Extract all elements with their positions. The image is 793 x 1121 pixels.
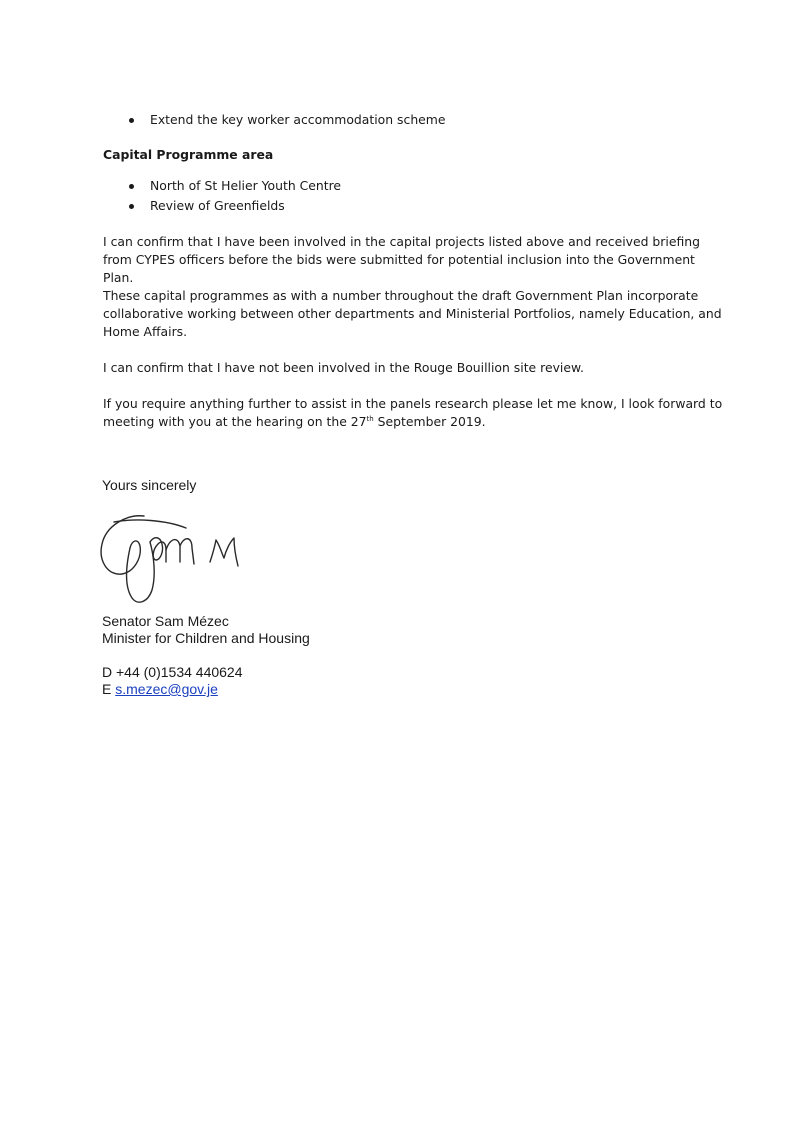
ordinal-suffix: th bbox=[366, 414, 374, 423]
handwritten-signature-icon bbox=[96, 506, 266, 606]
phone-number: +44 (0)1534 440624 bbox=[116, 664, 243, 680]
email-prefix: E bbox=[102, 681, 116, 697]
list-item: Extend the key worker accommodation scheme bbox=[103, 111, 723, 129]
hearing-text: If you require anything further to assist in the panels research please let me know, I look forward to meeting with you at the hearing on the 27 bbox=[103, 396, 723, 429]
contact-phone bbox=[102, 664, 243, 681]
paragraph-capital-projects: I can confirm that I have been involved in the capital projects listed above and received briefing from CYPES officers before the bids were submitted for potential inclusion into the Government Plan. bbox=[103, 234, 700, 285]
paragraph-hearing bbox=[103, 395, 723, 431]
closing-salutation: Yours sincerely bbox=[102, 477, 197, 493]
hearing-date-text: September 2019. bbox=[373, 414, 486, 429]
section-heading: Capital Programme area bbox=[103, 147, 274, 162]
signatory-name: Senator Sam Mézec bbox=[102, 613, 229, 629]
bullet-list-top bbox=[103, 111, 723, 129]
list-item: Review of Greenfields bbox=[103, 197, 723, 215]
bullet-list-capital bbox=[103, 177, 723, 215]
paragraph-site-review: I can confirm that I have not been involved in the Rouge Bouillion site review. bbox=[103, 360, 584, 375]
paragraph-collaboration: These capital programmes as with a number throughout the draft Government Plan incorporate collaborative working between other departments and Ministerial Portfolios, namely Education, and Home Affairs. bbox=[103, 288, 722, 339]
list-item: North of St Helier Youth Centre bbox=[103, 177, 723, 195]
signatory-title: Minister for Children and Housing bbox=[102, 630, 310, 646]
contact-email bbox=[102, 681, 218, 698]
email-link[interactable]: s.mezec@gov.je bbox=[115, 681, 218, 697]
phone-prefix: D bbox=[102, 664, 116, 680]
